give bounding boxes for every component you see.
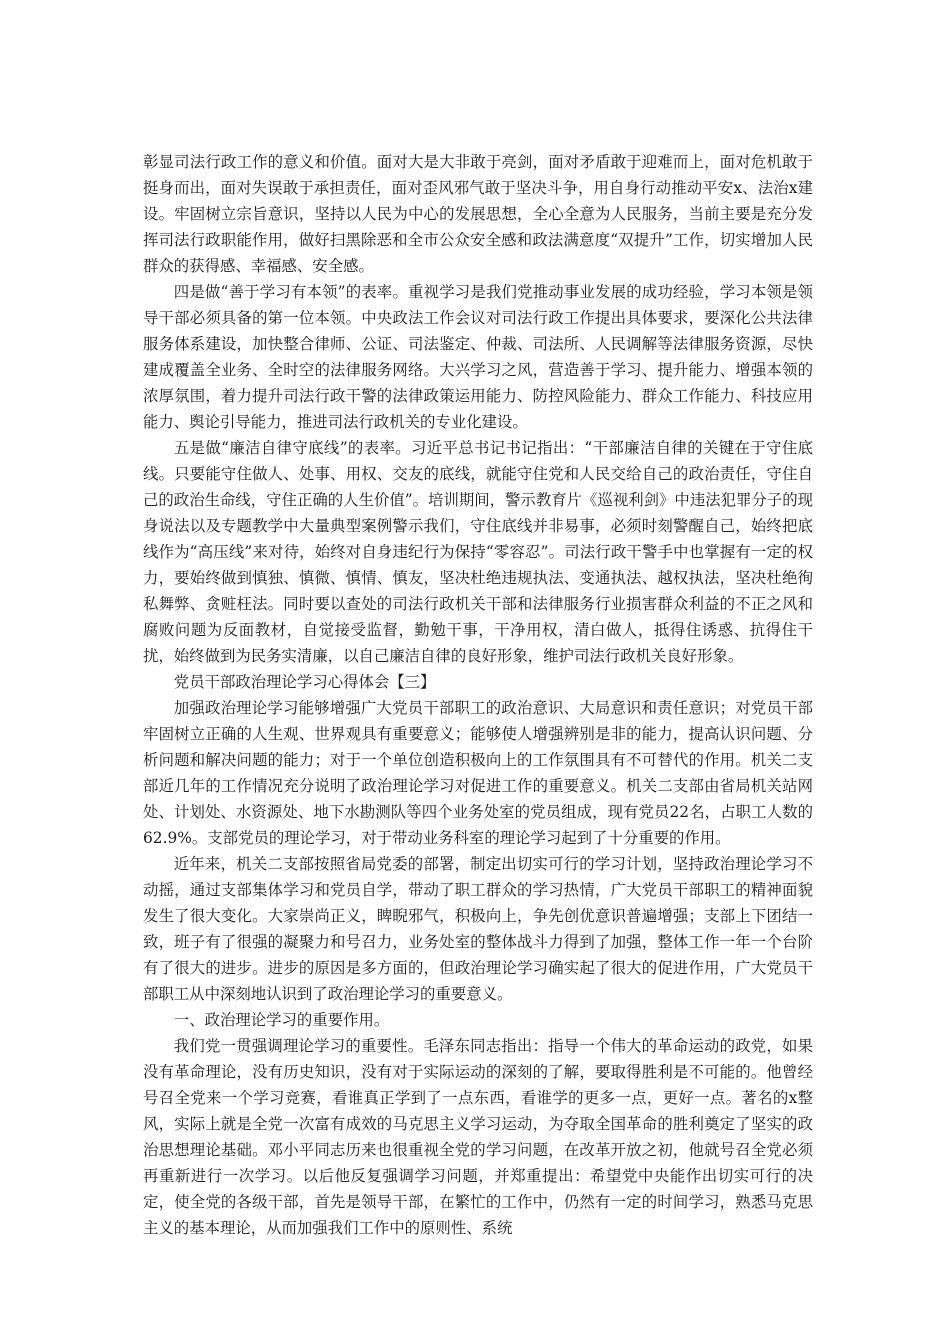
paragraph-2: 四是做“善于学习有本领”的表率。重视学习是我们党推动事业发展的成功经验，学习本领是领导干部必须具备的第一位本领。中央政法工作会议对司法行政工作提出具体要求，要深化公共法律服务体系建设，加快整合律师、公证、司法鉴定、仲裁、司法所、人民调解等法律服务资源，尽快建成覆盖全业务、全时空的法律服务网络。大兴学习之风，营造善于学习、提升能力、增强本领的浓厚氛围，着力提升司法行政干警的法律政策运用能力、防控风险能力、群众工作能力、科技应用能力、舆论引导能力，推进司法行政机关的专业化建设。: [143, 283, 813, 431]
paragraph-1: 彰显司法行政工作的意义和价值。面对大是大非敢于亮剑，面对矛盾敢于迎难而上，面对危机敢于挺身而出，面对失误敢于承担责任，面对歪风邪气敢于坚决斗争，用自身行动推动平安x、法治x建设。牢固树立宗旨意识，坚持以人民为中心的发展思想，全心全意为人民服务，当前主要是充分发挥司法行政职能作用，做好扫黑除恶和全市公众安全感和政法满意度“双提升”工作，切实增加人民群众的获得感、幸福感、安全感。: [143, 153, 813, 275]
paragraph-5: 近年来，机关二支部按照省局党委的部署，制定出切实可行的学习计划，坚持政治理论学习不动摇，通过支部集体学习和党员自学，带动了职工群众的学习热情，广大党员干部职工的精神面貌发生了很大变化。大家崇尚正义，睥睨邪气，积极向上，争先创优意识普遍增强；支部上下团结一致，班子有了很强的凝聚力和号召力，业务处室的整体战斗力得到了加强，整体工作一年一个台阶有了很大的进步。进步的原因是多方面的，但政治理论学习确实起了很大的促进作用，广大党员干部职工从中深刻地认识到了政治理论学习的重要意义。: [143, 855, 813, 1003]
section-heading: 党员干部政治理论学习心得体会【三】: [173, 673, 436, 691]
paragraph-6: 我们党一贯强调理论学习的重要性。毛泽东同志指出：指导一个伟大的革命运动的政党，如果没有革命理论，没有历史知识，没有对于实际运动的深刻的了解，要取得胜利是不可能的。他曾经号召全党来一个学习竞赛，看谁真正学到了一点东西，看谁学的更多一点，更好一点。著名的x整风，实际上就是全党一次富有成效的马克思主义学习运动，为夺取全国革命的胜利奠定了坚实的政治思想理论基础。邓小平同志历来也很重视全党的学习问题，在改革开放之初，他就号召全党必须再重新进行一次学习。以后他反复强调学习问题，并郑重提出：希望党中央能作出切实可行的决定，使全党的各级干部，首先是领导干部，在繁忙的工作中，仍然有一定的时间学习，熟悉马克思主义的基本理论，从而加强我们工作中的原则性、系统: [143, 1037, 813, 1237]
subsection-heading: 一、政治理论学习的重要作用。: [173, 1011, 390, 1029]
paragraph-4: 加强政治理论学习能够增强广大党员干部职工的政治意识、大局意识和责任意识；对党员干部牢固树立正确的人生观、世界观具有重要意义；能够使人增强辨别是非的能力，提高认识问题、分析问题和解决问题的能力；对于一个单位创造积极向上的工作氛围具有不可替代的作用。机关二支部近几年的工作情况充分说明了政治理论学习对促进工作的重要意义。机关二支部由省局机关站网处、计划处、水资源处、地下水勘测队等四个业务处室的党员组成，现有党员22名，占职工人数的62.9%。支部党员的理论学习，对于带动业务科室的理论学习起到了十分重要的作用。: [143, 699, 813, 847]
paragraph-3: 五是做“廉洁自律守底线”的表率。习近平总书记书记指出：“干部廉洁自律的关键在于守住底线。只要能守住做人、处事、用权、交友的底线，就能守住党和人民交给自己的政治责任，守住自己的政治生命线，守住正确的人生价值”。培训期间，警示教育片《巡视利剑》中违法犯罪分子的现身说法以及专题教学中大量典型案例警示我们，守住底线并非易事，必须时刻警醒自己，始终把底线作为“高压线”来对待，始终对自身违纪行为保持“零容忍”。司法行政干警手中也掌握有一定的权力，要始终做到慎独、慎微、慎情、慎友，坚决杜绝违规执法、变通执法、越权执法，坚决杜绝徇私舞弊、贪赃枉法。同时要以查处的司法行政机关干部和法律服务行业损害群众利益的不正之风和腐败问题为反面教材，自觉接受监督，勤勉干事，干净用权，清白做人，抵得住诱惑、抗得住干扰，始终做到为民务实清廉，以自己廉洁自律的良好形象，维护司法行政机关良好形象。: [143, 439, 813, 665]
document-body: [143, 149, 813, 1241]
